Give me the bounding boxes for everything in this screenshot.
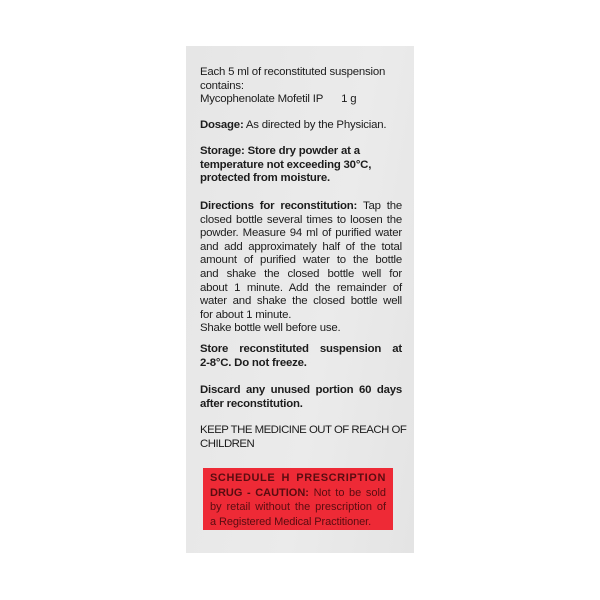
dosage-section [200, 119, 402, 133]
ingredient-amount: 1 g [341, 93, 357, 106]
discard-line: after reconstitution. [200, 397, 303, 410]
caution-text: Not to be sold [313, 486, 386, 499]
directions-label: Directions for reconstitution: [200, 200, 358, 212]
directions-line: about 1 minute. Add the remainder of [200, 281, 402, 294]
schedule-h-caution-box [203, 468, 393, 530]
directions-line: and add approximately half of the total [200, 240, 402, 253]
caution-text: by retail without the prescription of [210, 501, 386, 513]
directions-line: for about 1 minute. [200, 308, 292, 321]
keep-away-line: CHILDREN [200, 437, 255, 450]
directions-line: Tap the [362, 200, 402, 212]
caution-heading: SCHEDULE H PRESCRIPTION [210, 472, 386, 484]
directions-line: amount of purified water to the bottle [200, 254, 402, 267]
storage-line: protected from moisture. [200, 172, 331, 185]
store-line: 2-8°C. Do not freeze. [200, 356, 307, 369]
ingredient-name: Mycophenolate Mofetil IP [200, 93, 324, 106]
caution-text: a Registered Medical Practitioner. [210, 515, 372, 528]
discard-line: Discard any unused portion 60 days [200, 384, 402, 396]
storage-line: Storage: Store dry powder at a [200, 145, 360, 157]
directions-line: water and shake the closed bottle well [200, 295, 402, 308]
composition-line: contains: [200, 79, 244, 92]
ingredient-row [200, 93, 402, 107]
directions-line: and shake the closed bottle well for [200, 267, 402, 280]
storage-line: temperature not exceeding 30°C, [200, 158, 372, 171]
store-line: Store reconstituted suspension at [200, 343, 402, 355]
keep-away-section [200, 424, 407, 451]
directions-line: closed bottle several times to loosen the [200, 213, 402, 226]
storage-section [200, 145, 402, 186]
directions-line: Shake bottle well before use. [200, 322, 341, 335]
directions-line: powder. Measure 94 ml of purified water [200, 227, 402, 240]
dosage-label: Dosage: [200, 119, 244, 131]
dosage-text: As directed by the Physician. [245, 119, 387, 131]
carton-side-panel [186, 46, 414, 553]
discard-section [200, 384, 402, 411]
store-reconstituted-section [200, 343, 402, 370]
composition-line: Each 5 ml of reconstituted suspension [200, 66, 386, 78]
composition-section [200, 66, 402, 107]
keep-away-line: KEEP THE MEDICINE OUT OF REACH OF [200, 424, 407, 436]
caution-label: DRUG - CAUTION: [210, 486, 309, 499]
directions-section [200, 200, 402, 336]
